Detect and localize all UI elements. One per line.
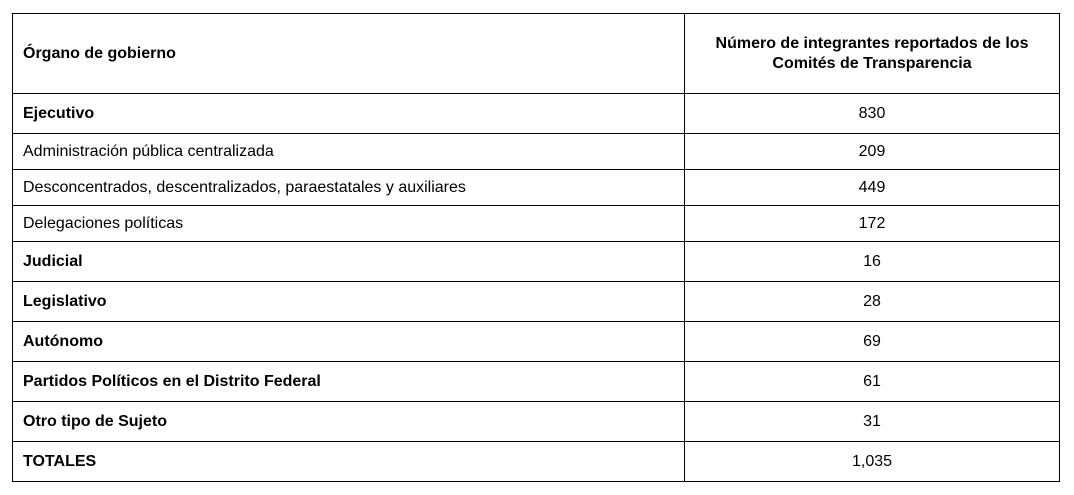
row-value: 449 — [685, 170, 1060, 206]
row-value: 1,035 — [685, 442, 1060, 482]
row-label: Judicial — [13, 242, 685, 282]
table-row-judicial — [13, 242, 1060, 282]
row-value: 28 — [685, 282, 1060, 322]
header-organo: Órgano de gobierno — [13, 14, 685, 94]
row-label: Delegaciones políticas — [13, 206, 685, 242]
row-value: 61 — [685, 362, 1060, 402]
table-row-legislativo — [13, 282, 1060, 322]
header-numero-line2: Comités de Transparencia — [772, 54, 972, 72]
row-value: 830 — [685, 94, 1060, 134]
row-label: Administración pública centralizada — [13, 134, 685, 170]
table-row-delegaciones — [13, 206, 1060, 242]
table-row-administracion — [13, 134, 1060, 170]
table-row-partidos — [13, 362, 1060, 402]
table-row-ejecutivo — [13, 94, 1060, 134]
row-label: Desconcentrados, descentralizados, paraestatales y auxiliares — [13, 170, 685, 206]
header-numero-integrantes — [685, 14, 1060, 94]
row-label: Ejecutivo — [13, 94, 685, 134]
row-value: 172 — [685, 206, 1060, 242]
header-numero-line1: Número de integrantes reportados de los — [715, 34, 1029, 52]
row-value: 69 — [685, 322, 1060, 362]
row-label: Otro tipo de Sujeto — [13, 402, 685, 442]
table-row-desconcentrados — [13, 170, 1060, 206]
table-header-row — [13, 14, 1060, 94]
row-value: 209 — [685, 134, 1060, 170]
integrantes-table — [12, 13, 1060, 482]
row-value: 31 — [685, 402, 1060, 442]
row-label: Partidos Políticos en el Distrito Federal — [13, 362, 685, 402]
row-value: 16 — [685, 242, 1060, 282]
row-label: Legislativo — [13, 282, 685, 322]
row-label: Autónomo — [13, 322, 685, 362]
row-label: TOTALES — [13, 442, 685, 482]
table-row-autonomo — [13, 322, 1060, 362]
table-row-otro-sujeto — [13, 402, 1060, 442]
table-row-totales — [13, 442, 1060, 482]
